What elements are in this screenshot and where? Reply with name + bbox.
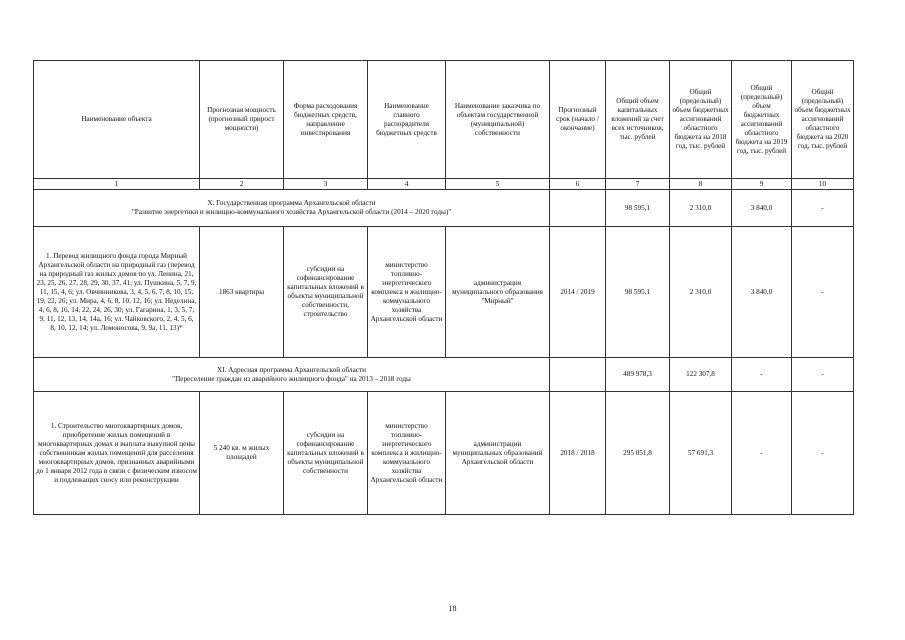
y2019-cell: - [732, 392, 792, 515]
capacity-cell: 1863 квартиры [200, 227, 284, 358]
administrator-cell: министерство топливно-энергетического комплекса и жилищно-коммунального хозяйства Архангельской области [368, 392, 446, 515]
term-cell [550, 358, 606, 392]
program-row [34, 358, 854, 392]
object-row [34, 227, 854, 358]
y2020-cell: - [792, 227, 854, 358]
column-number: 2 [200, 179, 284, 190]
header-capacity: Прогнозная мощность (прогнозный прирост мощности) [200, 61, 284, 179]
column-number: 4 [368, 179, 446, 190]
program-row [34, 190, 854, 227]
capacity-cell: 5 240 кв. м жилых площадей [200, 392, 284, 515]
total-cell: 98 595,1 [606, 227, 670, 358]
y2018-cell: 2 310,0 [670, 190, 732, 227]
y2018-cell: 122 307,8 [670, 358, 732, 392]
program-title [34, 358, 550, 392]
column-number: 10 [792, 179, 854, 190]
header-form: Форма расходования бюджетных средств, направление инвестирования [284, 61, 368, 179]
program-title-line: X. Государственная программа Архангельской области [207, 199, 376, 207]
y2018-cell: 2 310,0 [670, 227, 732, 358]
customer-cell: администрация муниципального образования "Мирный" [446, 227, 550, 358]
y2020-cell: - [792, 392, 854, 515]
program-title-line: XI. Адресная программа Архангельской области [217, 365, 366, 374]
column-number: 5 [446, 179, 550, 190]
object-name-cell: 1. Строительство многоквартирных домов, приобретение жилых помещений в многоквартирных домах и выплата выкупной цены собственникам жилых помещений для расселения многоквартирных домов, признанных аварийными до 1 января 2012 года в связи с физическим износом и подлежащих сносу или реконструкции [34, 392, 200, 515]
page-number: 18 [448, 604, 457, 613]
form-cell: субсидии на софинансирование капитальных вложений в объекты муниципальной собственности, строительство [284, 227, 368, 358]
total-cell: 98 595,1 [606, 190, 670, 227]
y2019-cell: - [732, 358, 792, 392]
term-cell [550, 190, 606, 227]
column-number: 9 [732, 179, 792, 190]
y2019-cell: 3 840,0 [732, 227, 792, 358]
column-number: 7 [606, 179, 670, 190]
term-cell: 2018 / 2018 [550, 392, 606, 515]
header-term: Прогнозный срок (начало / окончание) [550, 61, 606, 179]
y2018-cell: 57 691,3 [670, 392, 732, 515]
column-number: 1 [34, 179, 200, 190]
y2020-cell: - [792, 190, 854, 227]
total-cell: 489 978,3 [606, 358, 670, 392]
y2019-cell: 3 840,0 [732, 190, 792, 227]
term-cell: 2014 / 2019 [550, 227, 606, 358]
header-2020: Общий (предельный) объем бюджетных ассигнований областного бюджета на 2020 год, тыс. рублей [792, 61, 854, 179]
column-number: 6 [550, 179, 606, 190]
program-title [34, 190, 550, 227]
column-number-row [34, 179, 854, 190]
program-title-line: "Развитие энергетики и жилищно-коммунального хозяйства Архангельской области (2014 – 2020 годы)" [131, 208, 452, 216]
capital-investments-table [33, 60, 854, 515]
total-cell: 295 051,8 [606, 392, 670, 515]
form-cell: субсидии на софинансирование капитальных вложений в объекты муниципальной собственности [284, 392, 368, 515]
header-row [34, 61, 854, 179]
column-number: 3 [284, 179, 368, 190]
header-customer: Наименование заказчика по объектам государственной (муниципальной) собственности [446, 61, 550, 179]
header-administrator: Наименование главного распорядителя бюджетных средств [368, 61, 446, 179]
customer-cell: администрации муниципальных образований Архангельской области [446, 392, 550, 515]
program-title-line: "Переселение граждан из аварийного жилищного фонда" на 2013 – 2018 годы [172, 374, 411, 383]
header-object-name: Наименование объекта [34, 61, 200, 179]
y2020-cell: - [792, 358, 854, 392]
object-name-cell: 1. Перевод жилищного фонда города Мирный Архангельской области на природный газ (перевод на природный газ жилых домов по ул. Ленина, 21, 23, 25, 26, 27, 28, 29, 30, 37, 41; ул. Пушкина, 5, 7, 9, 11, 15, 4, 6; ул. Овчинникова, 3, 4, 5, 6, 7, 8, 10, 15, 19, 22, 26; ул. Мира, 4, 6, 8, 10, 12, 16; ул. Неделина, 4, 6, 8, 16, 14, 22, 24, 26, 30; ул. Гагарина, 1, 3, 5, 7, 9, 11, 12, 13, 14, 14а, 16; ул. Чайковского, 2, 4, 5, 6, 8, 10, 12, 14; ул. Ломоносова, 9, 9а, 11, 13)* [34, 227, 200, 358]
column-number: 8 [670, 179, 732, 190]
object-row [34, 392, 854, 515]
header-total: Общий объем капитальных вложений за счет всех источников, тыс. рублей [606, 61, 670, 179]
header-2019: Общий (предельный) объем бюджетных ассигнований областного бюджета на 2019 год, тыс. рублей [732, 61, 792, 179]
header-2018: Общий (предельный) объем бюджетных ассигнований областного бюджета на 2018 год, тыс. рублей [670, 61, 732, 179]
administrator-cell: министерство топливно-энергетического комплекса и жилищно-коммунального хозяйства Архангельской области [368, 227, 446, 358]
